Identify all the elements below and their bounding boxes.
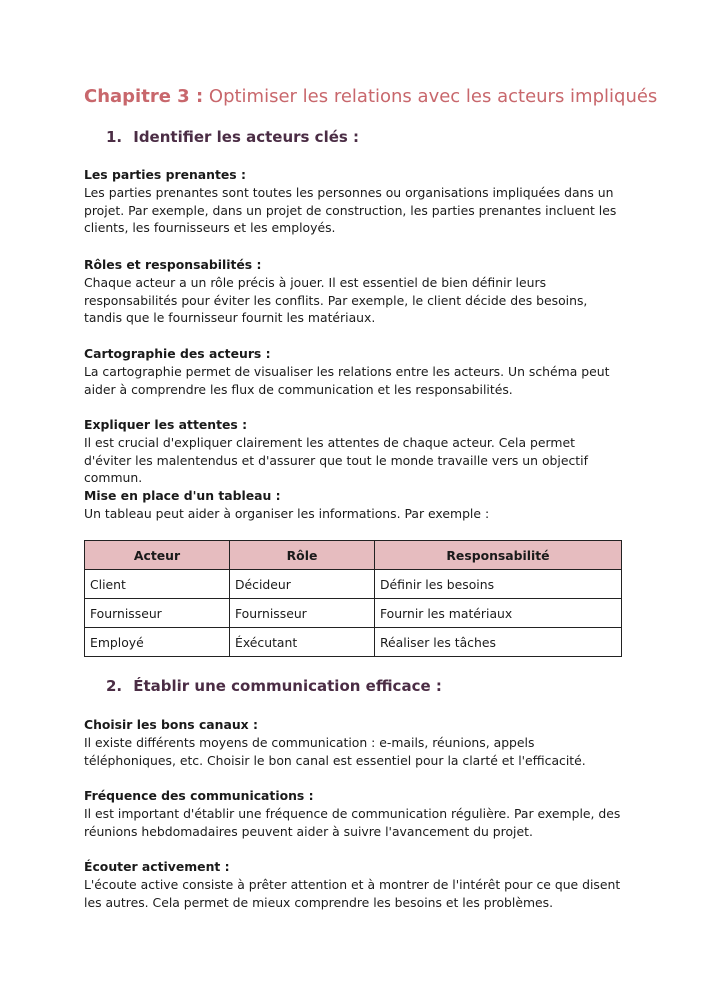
paragraph-title: Rôles et responsabilités : <box>84 257 262 272</box>
paragraph-title: Cartographie des acteurs : <box>84 346 271 361</box>
section-number: 2. <box>106 677 123 695</box>
table-cell: Définir les besoins <box>375 570 622 599</box>
table-cell: Employé <box>85 628 230 657</box>
paragraph-block <box>84 858 624 911</box>
paragraph-title: Mise en place d'un tableau : <box>84 488 281 503</box>
table-header-cell: Rôle <box>230 541 375 570</box>
section-heading-2 <box>106 677 442 695</box>
table-header-row <box>85 541 622 570</box>
table-cell: Fournisseur <box>85 599 230 628</box>
paragraph-title: Écouter activement : <box>84 859 230 874</box>
paragraph-text: Il est important d'établir une fréquence de communication régulière. Par exemple, des réunions hebdomadaires peuvent aider à suivre l'avancement du projet. <box>84 805 621 839</box>
paragraph-text: Il est crucial d'expliquer clairement les attentes de chaque acteur. Cela permet d'éviter les malentendus et d'assurer que tout le monde travaille vers un objectif commun. <box>84 434 588 486</box>
paragraph-text: La cartographie permet de visualiser les relations entre les acteurs. Un schéma peut aider à comprendre les flux de communication et les responsabilités. <box>84 363 610 397</box>
section-title: Établir une communication efficace : <box>133 677 442 695</box>
paragraph-text: Un tableau peut aider à organiser les informations. Par exemple : <box>84 505 490 521</box>
responsibility-table <box>84 540 622 657</box>
table-cell: Fournir les matériaux <box>375 599 622 628</box>
table-cell: Décideur <box>230 570 375 599</box>
table-cell: Éxécutant <box>230 628 375 657</box>
table-header-cell: Responsabilité <box>375 541 622 570</box>
table-cell: Réaliser les tâches <box>375 628 622 657</box>
chapter-title: Optimiser les relations avec les acteurs impliqués <box>208 86 658 107</box>
section-title: Identifier les acteurs clés : <box>133 128 360 146</box>
paragraph-block <box>84 787 624 840</box>
paragraph-block <box>84 716 624 769</box>
section-heading-1 <box>106 128 359 146</box>
paragraph-block <box>84 256 624 327</box>
table-row <box>85 628 622 657</box>
paragraph-text: L'écoute active consiste à prêter attention et à montrer de l'intérêt pour ce que disent les autres. Cela permet de mieux comprendre les besoins et les problèmes. <box>84 876 621 910</box>
paragraph-text: Les parties prenantes sont toutes les personnes ou organisations impliquées dans un projet. Par exemple, dans un projet de construction, les parties prenantes incluent les clients, les fournisseurs et les employés. <box>84 184 617 236</box>
chapter-label: Chapitre 3 : <box>84 86 204 107</box>
paragraph-title: Les parties prenantes : <box>84 167 246 182</box>
table-row <box>85 599 622 628</box>
paragraph-block <box>84 416 624 487</box>
paragraph-block <box>84 487 624 523</box>
paragraph-title: Expliquer les attentes : <box>84 417 248 432</box>
table-cell: Client <box>85 570 230 599</box>
table-row <box>85 570 622 599</box>
paragraph-block <box>84 345 624 398</box>
paragraph-text: Il existe différents moyens de communication : e-mails, réunions, appels téléphoniques, etc. Choisir le bon canal est essentiel pour la clarté et l'efficacité. <box>84 734 586 768</box>
table-header-cell: Acteur <box>85 541 230 570</box>
paragraph-title: Choisir les bons canaux : <box>84 717 258 732</box>
section-number: 1. <box>106 128 123 146</box>
paragraph-title: Fréquence des communications : <box>84 788 314 803</box>
paragraph-block <box>84 166 624 237</box>
paragraph-text: Chaque acteur a un rôle précis à jouer. Il est essentiel de bien définir leurs responsabilités pour éviter les conflits. Par exemple, le client décide des besoins, tandis que le fournisseur fournit les matériaux. <box>84 274 588 326</box>
table-cell: Fournisseur <box>230 599 375 628</box>
chapter-heading <box>84 86 657 107</box>
